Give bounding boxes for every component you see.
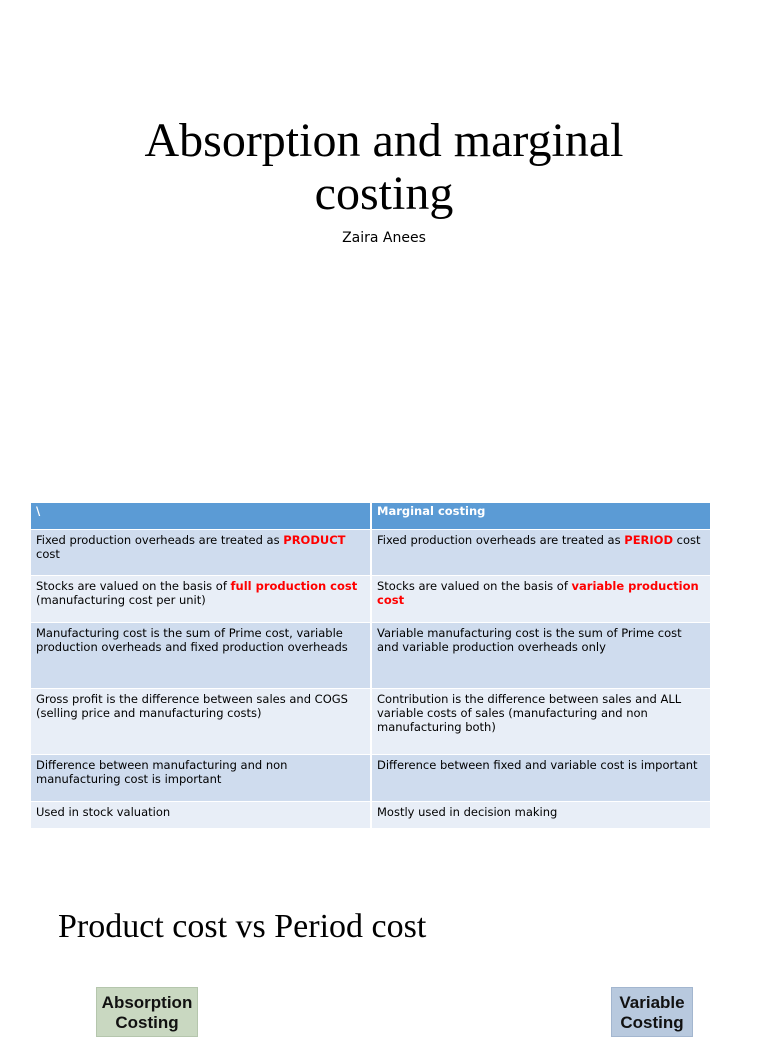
marginal-cell [371,802,711,828]
table-row [31,689,711,755]
cell-text: Manufacturing cost is the sum of Prime cost, variable production overheads and fixed production overheads [36,626,348,654]
absorption-cell [31,530,371,576]
cell-text: Variable manufacturing cost is the sum of Prime cost and variable production overheads only [377,626,682,654]
marginal-cell [371,755,711,802]
marginal-cell [371,689,711,755]
cell-text: Contribution is the difference between sales and ALL variable costs of sales (manufacturing and non manufacturing both) [377,692,682,734]
cell-text: Stocks are valued on the basis of [377,579,572,593]
table-row [31,530,711,576]
cell-text: (manufacturing cost per unit) [36,593,206,607]
absorption-cell [31,623,371,689]
cell-text: cost [36,547,60,561]
table-header-row [31,503,711,530]
section-title: Product cost vs Period cost [58,908,427,945]
cell-text: Used in stock valuation [36,805,171,819]
table-row [31,755,711,802]
variable-costing-box: Variable Costing [611,987,693,1037]
author-name: Zaira Anees [342,230,426,246]
table-row [31,802,711,828]
cell-text: Difference between fixed and variable cost is important [377,758,698,772]
table-row [31,576,711,623]
highlighted-text: variable production cost [377,579,699,607]
header-cell-marginal: Marginal costing [371,503,711,530]
table-row [31,623,711,689]
highlighted-text: PERIOD [624,533,674,547]
absorption-cell [31,689,371,755]
absorption-cell [31,802,371,828]
cell-text: Difference between manufacturing and non manufacturing cost is important [36,758,288,786]
absorption-cell [31,576,371,623]
marginal-cell [371,530,711,576]
comparison-table [31,503,712,828]
cell-text: Gross profit is the difference between sales and COGS (selling price and manufacturing costs) [36,692,348,720]
header-cell-absorption: \ [31,503,371,530]
cell-text: cost [673,533,701,547]
cell-text: Fixed production overheads are treated as [36,533,284,547]
highlighted-text: full production cost [230,579,358,593]
cell-text: Mostly used in decision making [377,805,558,819]
slide-title: Absorption and marginal costing [144,114,624,220]
highlighted-text: PRODUCT [283,533,346,547]
marginal-cell [371,576,711,623]
absorption-costing-box: Absorption Costing [96,987,198,1037]
absorption-cell [31,755,371,802]
cell-text: Fixed production overheads are treated as [377,533,625,547]
cell-text: Stocks are valued on the basis of [36,579,231,593]
marginal-cell [371,623,711,689]
